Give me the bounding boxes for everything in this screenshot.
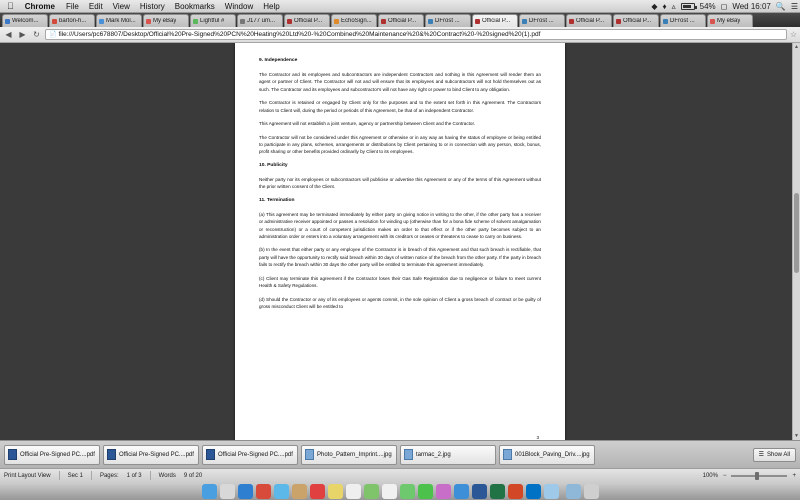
browser-toolbar bbox=[0, 27, 800, 43]
zoom-value: 100% bbox=[702, 472, 718, 479]
browser-tab[interactable] bbox=[49, 14, 95, 27]
menu-item-help[interactable]: Help bbox=[256, 1, 273, 11]
browser-tab[interactable] bbox=[237, 14, 283, 27]
browser-tab[interactable] bbox=[566, 14, 612, 27]
zoom-slider-knob[interactable] bbox=[755, 472, 759, 480]
pdf-page bbox=[235, 43, 565, 440]
paragraph: (d) Should the Contractor or any of its employees or agents commit, in the sole opinion of Client a gross breach of contract or be guilty of gross misconduct Client will be entitled to bbox=[259, 296, 541, 309]
reload-button[interactable]: ↻ bbox=[33, 30, 40, 39]
download-item[interactable] bbox=[499, 445, 595, 465]
tab-favicon-icon bbox=[240, 19, 245, 24]
menu-status-area bbox=[651, 0, 798, 13]
tab-label: Official P... bbox=[294, 18, 323, 24]
downloads-bar bbox=[0, 440, 800, 468]
separator bbox=[562, 485, 563, 499]
trash-icon[interactable] bbox=[584, 484, 599, 499]
tab-label: DFrost ... bbox=[529, 18, 554, 24]
menu-item-bookmarks[interactable]: Bookmarks bbox=[168, 1, 209, 11]
powerpoint-icon[interactable] bbox=[508, 484, 523, 499]
finder-icon[interactable] bbox=[202, 484, 217, 499]
forward-button[interactable]: ▶ bbox=[19, 30, 26, 39]
zoom-out-button[interactable]: − bbox=[722, 472, 727, 479]
paragraph: The Contractor will not be considered under this Agreement or otherwise or in any way as having the status of employee or being entitled to participate in any plans, schemes, arrangements or distributions by Client pertaining to or in connection with any person, stock, bonus, profit sharing or other benefits provided ordinarily by Client to its employees. bbox=[259, 134, 541, 155]
browser-tab[interactable] bbox=[519, 14, 565, 27]
browser-tab[interactable] bbox=[284, 14, 330, 27]
tab-label: DFrost ... bbox=[670, 18, 695, 24]
scroll-down-arrow-icon[interactable]: ▼ bbox=[794, 433, 799, 439]
messages-icon[interactable] bbox=[400, 484, 415, 499]
divider bbox=[150, 471, 151, 480]
word-status-bar bbox=[0, 468, 800, 482]
section-heading-independence: 9. Independence bbox=[259, 58, 298, 63]
tab-label: Welcom... bbox=[12, 18, 39, 24]
menu-item-history[interactable]: History bbox=[133, 1, 159, 11]
divider bbox=[59, 471, 60, 480]
browser-tab[interactable] bbox=[2, 14, 48, 27]
battery-icon[interactable] bbox=[681, 3, 695, 10]
tab-favicon-icon bbox=[381, 19, 386, 24]
back-button[interactable]: ◀ bbox=[5, 30, 12, 39]
show-all-downloads-button[interactable] bbox=[753, 448, 796, 462]
tab-label: EchoSign... bbox=[341, 18, 372, 24]
wifi-icon[interactable]: ▵ bbox=[671, 2, 676, 11]
zoom-slider[interactable] bbox=[731, 475, 787, 477]
maps-icon[interactable] bbox=[364, 484, 379, 499]
facetime-icon[interactable] bbox=[418, 484, 433, 499]
tab-favicon-icon bbox=[334, 19, 339, 24]
preview-icon[interactable] bbox=[544, 484, 559, 499]
tab-label: Official P... bbox=[482, 18, 511, 24]
pages-label: Pages: bbox=[99, 472, 119, 479]
show-all-label: Show All bbox=[766, 451, 790, 458]
page-icon: 📄 bbox=[49, 32, 57, 38]
divider bbox=[91, 471, 92, 480]
browser-tab[interactable] bbox=[613, 14, 659, 27]
zoom-in-button[interactable]: + bbox=[792, 472, 796, 479]
menu-item-file[interactable]: File bbox=[59, 1, 73, 11]
pages-value: 1 of 3 bbox=[126, 472, 142, 479]
download-item-label: Official Pre-Signed PC....pdf bbox=[20, 451, 95, 458]
battery-percent: 54% bbox=[699, 2, 716, 11]
tab-favicon-icon bbox=[287, 19, 292, 24]
downloads-bar-right bbox=[753, 448, 796, 462]
words-label: Words bbox=[158, 472, 176, 479]
tab-favicon-icon bbox=[52, 19, 57, 24]
menu-item-edit[interactable]: Edit bbox=[82, 1, 96, 11]
download-item-label: 001Block_Paving_Driv....jpg bbox=[515, 451, 590, 458]
tab-favicon-icon bbox=[193, 19, 198, 24]
reminders-icon[interactable] bbox=[346, 484, 361, 499]
page-number: 3 bbox=[536, 435, 539, 440]
mac-menu-bar bbox=[0, 0, 800, 13]
pdf-page-content bbox=[235, 43, 565, 326]
folder-downloads-icon[interactable] bbox=[566, 484, 581, 499]
notes-icon[interactable] bbox=[328, 484, 343, 499]
vertical-scrollbar[interactable] bbox=[792, 43, 800, 440]
tab-favicon-icon bbox=[5, 19, 10, 24]
pdf-viewer[interactable] bbox=[0, 43, 800, 440]
tab-label: J177 um... bbox=[247, 18, 276, 24]
menu-item-window[interactable]: Window bbox=[218, 1, 247, 11]
paragraph: This Agreement will not establish a joint venture, agency or partnership between Client and the Contractor. bbox=[259, 121, 476, 127]
tab-favicon-icon bbox=[569, 19, 574, 24]
appstore-icon[interactable] bbox=[454, 484, 469, 499]
launchpad-icon[interactable] bbox=[220, 484, 235, 499]
search-icon[interactable]: 🔍 bbox=[775, 2, 786, 11]
words-value: 9 of 20 bbox=[183, 472, 203, 479]
address-bar[interactable] bbox=[45, 29, 787, 40]
calendar-icon[interactable] bbox=[310, 484, 325, 499]
apple-menu-icon[interactable] bbox=[4, 1, 19, 11]
zoom-controls bbox=[703, 473, 796, 479]
tab-favicon-icon bbox=[99, 19, 104, 24]
download-item[interactable] bbox=[301, 445, 397, 465]
tab-favicon-icon bbox=[146, 19, 151, 24]
address-bar-text: file:///Users/pc678807/Desktop/Official%20Pre-Signed%20PCN%20Heating%20Ltd%20-%20Combined%20Maintenance%20&%20Contract%20-%20signed%20(1).pdf bbox=[58, 31, 541, 38]
browser-tab[interactable] bbox=[378, 14, 424, 27]
bluetooth-icon[interactable]: ♦ bbox=[662, 2, 667, 11]
scroll-up-arrow-icon[interactable]: ▲ bbox=[794, 44, 799, 50]
menu-clock[interactable]: Wed 16:07 bbox=[732, 2, 771, 11]
menu-app-name[interactable]: Chrome bbox=[18, 1, 49, 11]
contacts-icon[interactable] bbox=[292, 484, 307, 499]
browser-tab-strip bbox=[0, 13, 800, 27]
download-item[interactable] bbox=[103, 445, 199, 465]
chrome-icon[interactable] bbox=[256, 484, 271, 499]
star-icon[interactable]: ☆ bbox=[789, 30, 797, 39]
browser-tab[interactable] bbox=[660, 14, 706, 27]
scrollbar-thumb[interactable] bbox=[794, 193, 799, 273]
paragraph: (a) This agreement may be terminated immediately by either party on giving notice in writing to the other, if the other party has a receiver or administrative receiver appointed or passes a resolution for winding up (otherwise than for a bona fide scheme of solvent amalgamation or reconstruction) or a court of competent jurisdiction makes an order to that effect or if the other party becomes subject to an administration order or enters into a voluntary arrangement with its creditors or ceases or threatens to cease to carry on business. bbox=[259, 211, 541, 239]
paragraph: The Contractor and its employees and subcontractors are independent Contractors and nothing in this Agreement will render them an agent or partner of Client. The Contractor will not and will ensure that its employees and subcontractors will not hold themselves out as such. The Contractor and its employees and subcontractor's will not have any right or power to bind Client to any obligation. bbox=[259, 71, 541, 92]
mail-icon[interactable] bbox=[274, 484, 289, 499]
image-icon bbox=[305, 449, 314, 460]
download-item-label: Official Pre-Signed PC....pdf bbox=[119, 451, 194, 458]
tab-label: Mark Mol... bbox=[106, 18, 136, 24]
section-heading-publicity: 10. Publicity bbox=[259, 162, 288, 168]
pdf-icon bbox=[8, 449, 17, 460]
pdf-icon bbox=[206, 449, 215, 460]
os-dock bbox=[0, 482, 800, 500]
section-heading-termination: 11. Termination bbox=[259, 197, 295, 203]
dropbox-icon[interactable]: ◆ bbox=[651, 2, 658, 11]
tab-label: Official P... bbox=[388, 18, 417, 24]
safari-icon[interactable] bbox=[238, 484, 253, 499]
tab-label: Official P... bbox=[576, 18, 605, 24]
menu-icon[interactable]: ☰ bbox=[790, 2, 798, 11]
photos-icon[interactable] bbox=[382, 484, 397, 499]
excel-icon[interactable] bbox=[490, 484, 505, 499]
download-item[interactable] bbox=[400, 445, 496, 465]
tab-label: Lightful # bbox=[200, 18, 225, 24]
browser-tab[interactable] bbox=[331, 14, 377, 27]
browser-tab[interactable] bbox=[707, 14, 753, 27]
tab-favicon-icon bbox=[522, 19, 527, 24]
tab-favicon-icon bbox=[710, 19, 715, 24]
pdf-icon bbox=[107, 449, 116, 460]
browser-tab[interactable] bbox=[96, 14, 142, 27]
image-icon bbox=[404, 449, 413, 460]
download-item[interactable] bbox=[202, 445, 298, 465]
browser-tab[interactable] bbox=[143, 14, 189, 27]
outlook-icon[interactable] bbox=[526, 484, 541, 499]
word-icon[interactable] bbox=[472, 484, 487, 499]
tab-label: DFrost ... bbox=[435, 18, 460, 24]
download-item[interactable] bbox=[4, 445, 100, 465]
grid-icon: ☰ bbox=[758, 452, 764, 458]
paragraph: (c) Client may terminate this agreement if the Contractor loses their Gas Safe Registration due to negligence or failure to meet current Health & Safety Regulations. bbox=[259, 275, 541, 289]
paragraph: The Contractor is retained or engaged by Client only for the purposes and to the extent set forth in this Agreement. The Contractors relation to Client will, during the period or periods of this Agreement, be that of an independent Contractor. bbox=[259, 100, 541, 113]
input-source-icon[interactable]: ◻ bbox=[720, 2, 728, 11]
download-item-label: tarmac_2.jpg bbox=[416, 451, 451, 458]
itunes-icon[interactable] bbox=[436, 484, 451, 499]
download-item-label: Photo_Pattern_Imprint....jpg bbox=[317, 451, 392, 458]
image-icon bbox=[503, 449, 512, 460]
menu-item-view[interactable]: View bbox=[105, 1, 124, 11]
paragraph: Neither party nor its employees or subcontractors will publicise or advertise this Agreement or any of the terms of this Agreement without the prior written consent of the Client. bbox=[259, 176, 541, 190]
tab-favicon-icon bbox=[663, 19, 668, 24]
section-label: Sec 1 bbox=[67, 472, 83, 479]
tab-label: barton-h... bbox=[59, 18, 87, 24]
download-item-label: Official Pre-Signed PC....pdf bbox=[218, 451, 293, 458]
tab-favicon-icon bbox=[475, 19, 480, 24]
tab-favicon-icon bbox=[616, 19, 621, 24]
tab-label: My eBay bbox=[153, 18, 177, 24]
tab-favicon-icon bbox=[428, 19, 433, 24]
tab-label: Official P... bbox=[623, 18, 652, 24]
browser-tab[interactable] bbox=[425, 14, 471, 27]
tab-label: My eBay bbox=[717, 18, 741, 24]
browser-tab[interactable] bbox=[190, 14, 236, 27]
browser-tab[interactable] bbox=[472, 14, 518, 27]
paragraph: (b) In the event that either party or any employee of the Contractor is in breach of this Agreement and that such breach is rectifiable, that party will have the opportunity to rectify said breach within 30 days of written notice of the breach from the other party. If the party in breach fails to rectify the breach within 30 days the other party will be entitled to terminate this agreement immediately. bbox=[259, 247, 541, 268]
view-mode-label[interactable]: Print Layout View bbox=[4, 472, 51, 479]
